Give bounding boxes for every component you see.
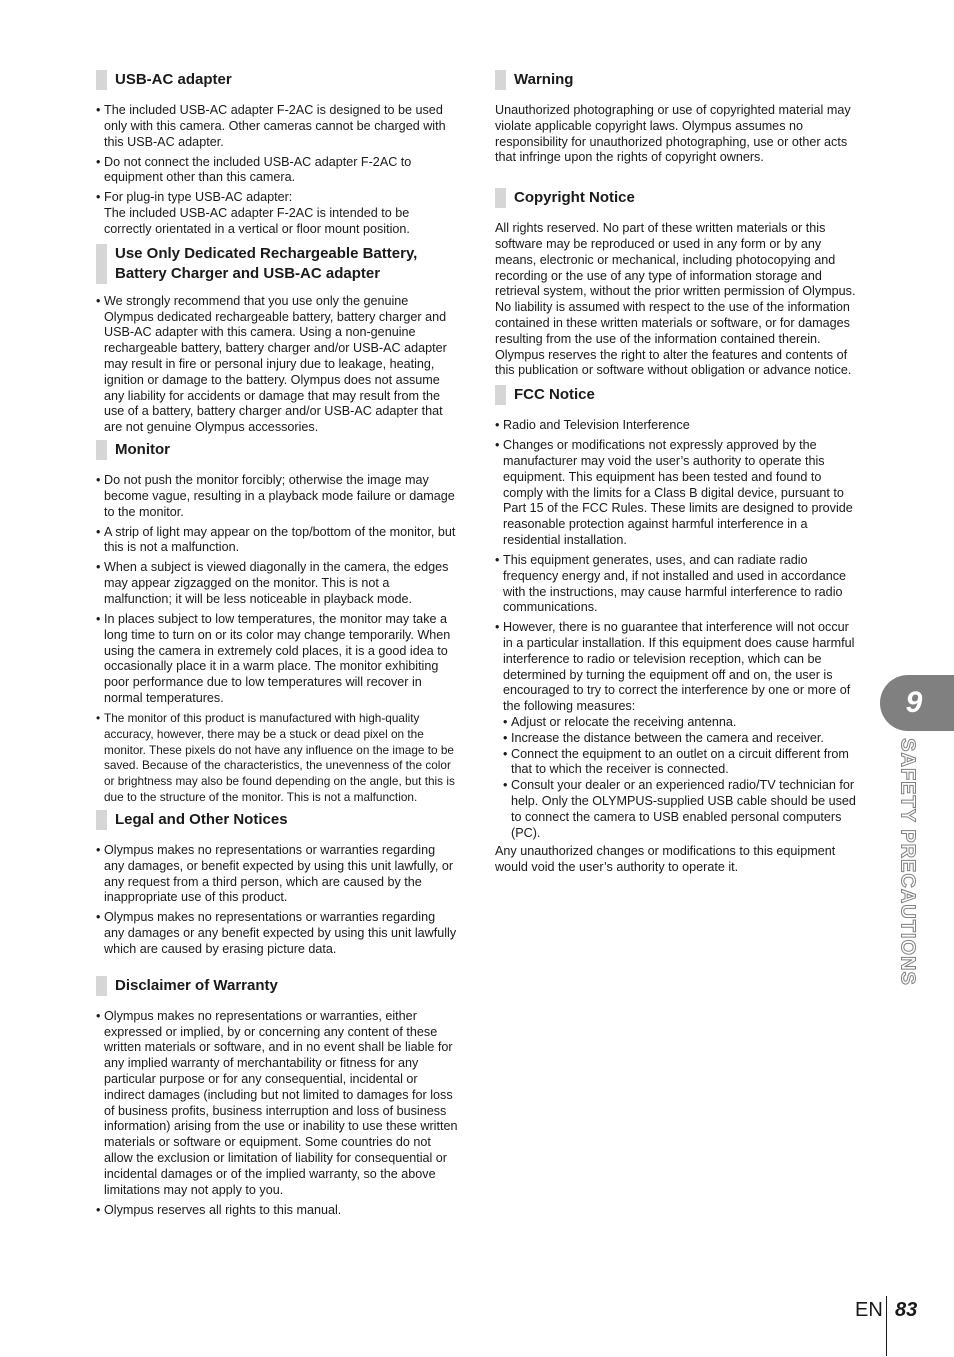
heading-marker <box>96 244 107 284</box>
list-item: • Changes or modifications not expressly approved by the manufacturer may void the user’s authority to operate this equipment. This equipment has been tested and found to comply with the limits for a Class B digital device, pursuant to Part 15 of the FCC Rules. These limits are designed to provide reasonable protection against harmful interference in a residential installation. <box>495 438 857 549</box>
bullet-list <box>96 473 458 806</box>
list-item <box>96 190 458 237</box>
list-item: • Olympus makes no representations or warranties regarding any damages or any benefit expected by using this unit lawfully which are caused by erasing picture data. <box>96 910 458 957</box>
section-heading <box>495 70 857 90</box>
list-item: • Olympus makes no representations or warranties regarding any damages, or benefit expected by using this unit lawfully, or any request from a third person, which are caused by the inappropriate use of this product. <box>96 843 458 906</box>
heading-marker <box>495 188 506 208</box>
section-warning <box>495 70 857 166</box>
section-copyright <box>495 188 857 379</box>
heading-text: Copyright Notice <box>514 189 635 207</box>
page-number: 83 <box>895 1299 918 1321</box>
section-legal <box>96 810 458 958</box>
list-item: • Radio and Television Interference <box>495 418 857 434</box>
section-heading <box>495 385 857 405</box>
list-item: • Do not connect the included USB-AC adapter F-2AC to equipment other than this camera. <box>96 155 458 187</box>
section-heading <box>96 70 458 90</box>
bullet-list <box>96 843 458 958</box>
list-item: • When a subject is viewed diagonally in the camera, the edges may appear zigzagged on the monitor. This is not a malfunction; it will be less noticeable in playback mode. <box>96 560 458 607</box>
list-item-text: However, there is no guarantee that interference will not occur in a particular installation. If this equipment does cause harmful interference to radio or television reception, which can be determined by turning the equipment off and on, the user is encouraged to try to correct the interference by one or more of the following measures: <box>503 620 855 714</box>
sub-list-item: • Adjust or relocate the receiving antenna. <box>503 715 857 731</box>
sub-list-item: • Consult your dealer or an experienced radio/TV technician for help. Only the OLYMPUS-supplied USB cable should be used to connect the camera to USB enabled personal computers (PC). <box>503 778 857 841</box>
heading-marker <box>96 810 107 830</box>
paragraph: Unauthorized photographing or use of copyrighted material may violate applicable copyright laws. Olympus assumes no responsibility for unauthorized photographing, use or other acts that infringe upon the rights of copyright owners. <box>495 103 851 165</box>
paragraph: Any unauthorized changes or modifications to this equipment would void the user’s authority to operate it. <box>495 844 836 875</box>
heading-text: Use Only Dedicated Rechargeable Battery, Battery Charger and USB-AC adapter <box>115 244 418 282</box>
bullet-list <box>96 103 458 238</box>
heading-text: Monitor <box>115 441 170 459</box>
list-item: • The included USB-AC adapter F-2AC is designed to be used only with this camera. Other cameras cannot be charged with this USB-AC adapter. <box>96 103 458 150</box>
list-item: • Do not push the monitor forcibly; otherwise the image may become vague, resulting in a playback mode failure or damage to the monitor. <box>96 473 458 520</box>
heading-marker <box>495 70 506 90</box>
chapter-tab <box>880 675 954 731</box>
language-label: EN <box>855 1299 883 1321</box>
section-monitor <box>96 440 458 806</box>
left-column <box>96 70 458 1222</box>
list-item <box>495 620 857 841</box>
chapter-number: 9 <box>905 686 923 719</box>
section-heading <box>96 244 458 284</box>
heading-marker <box>495 385 506 405</box>
list-item-text: For plug-in type USB-AC adapter: <box>104 190 293 205</box>
right-column <box>495 70 857 880</box>
section-usb-ac-adapter <box>96 70 458 238</box>
section-heading <box>495 188 857 208</box>
heading-marker <box>96 70 107 90</box>
bullet-list <box>96 294 458 436</box>
list-item: • We strongly recommend that you use only the genuine Olympus dedicated rechargeable battery, battery charger and USB-AC adapter with this camera. Using a non-genuine rechargeable battery, battery charger and/or USB-AC adapter may result in fire or personal injury due to leakage, heating, ignition or damage to the battery. Olympus does not assume any liability for accidents or damage that may result from the use of a battery, battery charger and/or USB-AC adapter that are not genuine Olympus accessories. <box>96 294 458 436</box>
list-item: • In places subject to low temperatures, the monitor may take a long time to turn on or its color may change temporarily. When using the camera in extremely cold places, it is a good idea to occasionally place it in a warm place. The monitor exhibiting poor performance due to low temperatures will recover in normal temperatures. <box>96 612 458 707</box>
heading-text: Warning <box>514 71 574 88</box>
chapter-title: SAFETY PRECAUTIONS <box>896 738 919 986</box>
list-item-text: The included USB-AC adapter F-2AC is intended to be correctly orientated in a vertical or floor mount position. <box>104 206 410 236</box>
section-battery <box>96 244 458 436</box>
heading-text: Legal and Other Notices <box>115 810 288 828</box>
section-heading <box>96 810 458 830</box>
paragraph: All rights reserved. No part of these written materials or this software may be reproduced or used in any form or by any means, electronic or mechanical, including photocopying and recording or the use of any type of information storage and retrieval system, without the prior written permission of Olympus. No liability is assumed with respect to the use of the information contained in these written materials or software, or for damages resulting from the use of the information contained therein. Olympus reserves the right to alter the features and contents of this publication or software without obligation or advance notice. <box>495 221 856 378</box>
heading-marker <box>96 440 107 460</box>
bullet-list <box>495 418 857 841</box>
heading-marker <box>96 976 107 996</box>
section-fcc <box>495 385 857 876</box>
bullet-list <box>96 1009 458 1219</box>
list-item: • A strip of light may appear on the top/bottom of the monitor, but this is not a malfunction. <box>96 525 458 557</box>
list-item: • The monitor of this product is manufactured with high-quality accuracy, however, there may be a stuck or dead pixel on the monitor. These pixels do not have any influence on the image to be saved. Because of the characteristics, the unevenness of the color or brightness may also be found depending on the angle, but this is due to the structure of the monitor. This is not a malfunction. <box>96 711 458 806</box>
heading-text: FCC Notice <box>514 386 595 404</box>
list-item: • This equipment generates, uses, and can radiate radio frequency energy and, if not installed and used in accordance with the instructions, may cause harmful interference to radio communications. <box>495 553 857 616</box>
section-heading <box>96 976 458 996</box>
section-heading <box>96 440 458 460</box>
sub-list-item: • Increase the distance between the camera and receiver. <box>503 731 857 747</box>
sub-bullet-list <box>503 715 857 841</box>
sub-list-item: • Connect the equipment to an outlet on a circuit different from that to which the receiver is connected. <box>503 747 857 779</box>
heading-text: USB-AC adapter <box>115 71 232 88</box>
list-item: • Olympus makes no representations or warranties, either expressed or implied, by or concerning any content of these written materials or software, and in no event shall be liable for any implied warranty of merchantability or fitness for any particular purpose or for any consequential, incidental or indirect damages (including but not limited to damages for loss of business profits, business interruption and loss of business information) arising from the use or inability to use these written materials or software or equipment. Some countries do not allow the exclusion or limitation of liability for consequential or incidental damages or of the implied warranty, so the above limitations may not apply to you. <box>96 1009 458 1199</box>
list-item: • Olympus reserves all rights to this manual. <box>96 1203 458 1219</box>
heading-text: Disclaimer of Warranty <box>115 976 278 994</box>
section-disclaimer <box>96 976 458 1219</box>
footer-divider <box>886 1296 887 1356</box>
